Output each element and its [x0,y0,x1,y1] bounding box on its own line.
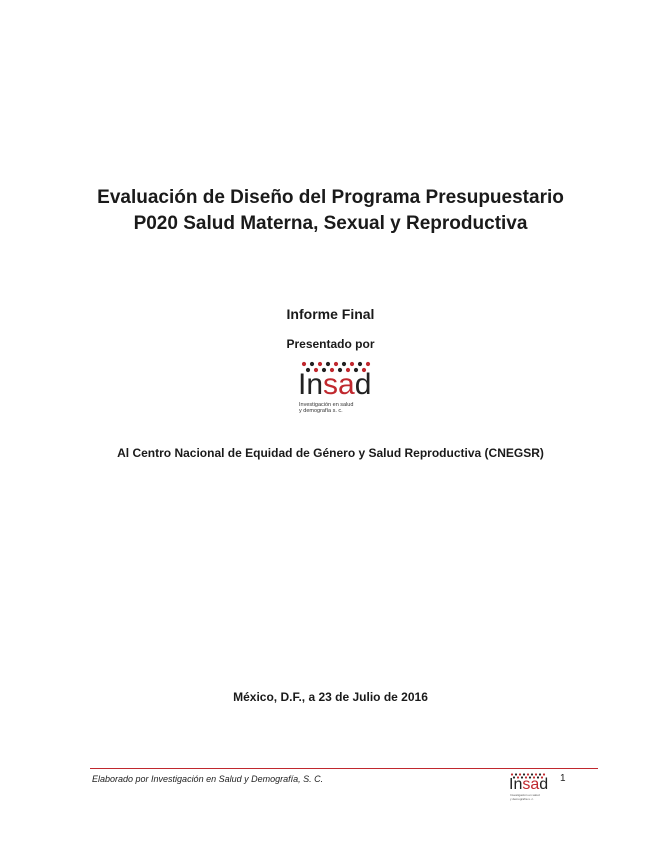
presented-by-label: Presentado por [286,337,375,351]
page-number: 1 [560,773,566,784]
footer-logo-tagline: Investigación en salud y demografía s. c. [510,793,540,801]
logo-wordmark: Insad [298,368,372,401]
logo-tagline: Investigación en salud y demografía s. c. [299,402,354,414]
document-title [0,185,661,237]
footer-divider [90,768,598,769]
footer-insad-logo [509,773,553,803]
footer-credit: Elaborado por Investigación en Salud y Demografía, S. C. [92,774,324,784]
recipient-line: Al Centro Nacional de Equidad de Género y Salud Reproductiva (CNEGSR) [117,446,544,460]
date-line: México, D.F., a 23 de Julio de 2016 [233,690,428,704]
footer-logo-wordmark: Insad [509,776,549,793]
title-line-1: Evaluación de Diseño del Programa Presupuestario [97,187,564,208]
title-line-2: P020 Salud Materna, Sexual y Reproductiva [133,213,528,234]
insad-logo [298,361,378,417]
report-type: Informe Final [286,306,375,322]
